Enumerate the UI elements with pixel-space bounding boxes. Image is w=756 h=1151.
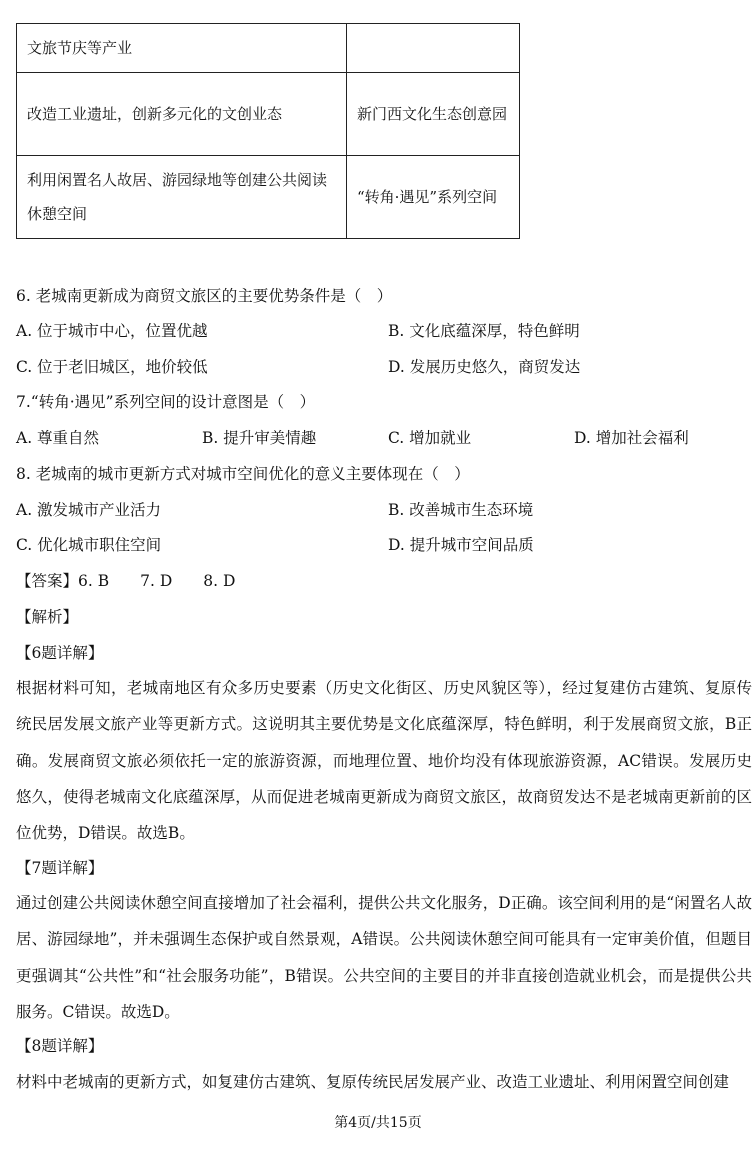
table-row xyxy=(17,156,520,239)
table-cell: 利用闲置名人故居、游园绿地等创建公共阅读休憩空间 xyxy=(17,156,347,239)
q7-explanation-title: 【7题详解】 xyxy=(16,859,104,877)
question-6-option-d: D. 发展历史悠久，商贸发达 xyxy=(388,358,581,376)
q6-explanation-title: 【6题详解】 xyxy=(16,644,104,662)
material-table xyxy=(16,23,520,239)
table-cell: “转角·遇见”系列空间 xyxy=(347,156,520,239)
q6-explanation-text: 根据材料可知，老城南地区有众多历史要素（历史文化街区、历史风貌区等），经过复建仿古建筑、复原传统民居发展文旅产业等更新方式。这说明其主要优势是文化底蕴深厚，特色鲜明，利于发展商贸文旅，B正确。发展商贸文旅必须依托一定的旅游资源，而地理位置、地价均没有体现旅游资源，AC错误。发展历史悠久，使得老城南文化底蕴深厚，从而促进老城南更新成为商贸文旅区，故商贸发达不是老城南更新前的区位优势，D错误。故选B。 xyxy=(16,679,752,843)
page-footer: 第4页/共15页 xyxy=(334,1115,422,1131)
table-cell: 新门西文化生态创意园 xyxy=(347,73,520,156)
question-8-option-a: A. 激发城市产业活力 xyxy=(16,501,162,519)
table-cell: 改造工业遗址，创新多元化的文创业态 xyxy=(17,73,347,156)
question-7-option-d: D. 增加社会福利 xyxy=(574,429,689,447)
question-8-option-d: D. 提升城市空间品质 xyxy=(388,536,534,554)
answer-line xyxy=(16,571,235,591)
question-8-option-c: C. 优化城市职住空间 xyxy=(16,536,162,554)
question-6-stem: 6. 老城南更新成为商贸文旅区的主要优势条件是（ ） xyxy=(16,287,393,305)
q8-explanation-text: 材料中老城南的更新方式，如复建仿古建筑、复原传统民居发展产业、改造工业遗址、利用闲置空间创建 xyxy=(16,1073,730,1091)
question-7-option-a: A. 尊重自然 xyxy=(16,429,100,447)
question-7-option-c: C. 增加就业 xyxy=(388,429,472,447)
question-8-stem: 8. 老城南的城市更新方式对城市空间优化的意义主要体现在（ ） xyxy=(16,465,470,483)
table-cell: 文旅节庆等产业 xyxy=(17,24,347,73)
q7-explanation-text: 通过创建公共阅读休憩空间直接增加了社会福利，提供公共文化服务，D正确。该空间利用的是“闲置名人故居、游园绿地”，并未强调生态保护或自然景观，A错误。公共阅读休憩空间可能具有一定审美价值，但题目更强调其“公共性”和“社会服务功能”，B错误。公共空间的主要目的并非直接创造就业机会，而是提供公共服务。C错误。故选D。 xyxy=(16,894,752,1021)
table-cell xyxy=(347,24,520,73)
analysis-label: 【解析】 xyxy=(16,608,79,626)
answer-value: 6. B 7. D 8. D xyxy=(78,572,236,590)
question-6-option-c: C. 位于老旧城区，地价较低 xyxy=(16,358,208,376)
question-7-option-b: B. 提升审美情趣 xyxy=(202,429,317,447)
question-6-option-b: B. 文化底蕴深厚，特色鲜明 xyxy=(388,322,580,340)
q8-explanation-title: 【8题详解】 xyxy=(16,1037,104,1055)
answer-label: 【答案】 xyxy=(16,572,79,590)
table-row xyxy=(17,24,520,73)
table-row xyxy=(17,73,520,156)
question-8-option-b: B. 改善城市生态环境 xyxy=(388,501,534,519)
question-7-stem: 7.“转角·遇见”系列空间的设计意图是（ ） xyxy=(16,393,316,411)
question-6-option-a: A. 位于城市中心，位置优越 xyxy=(16,322,208,340)
